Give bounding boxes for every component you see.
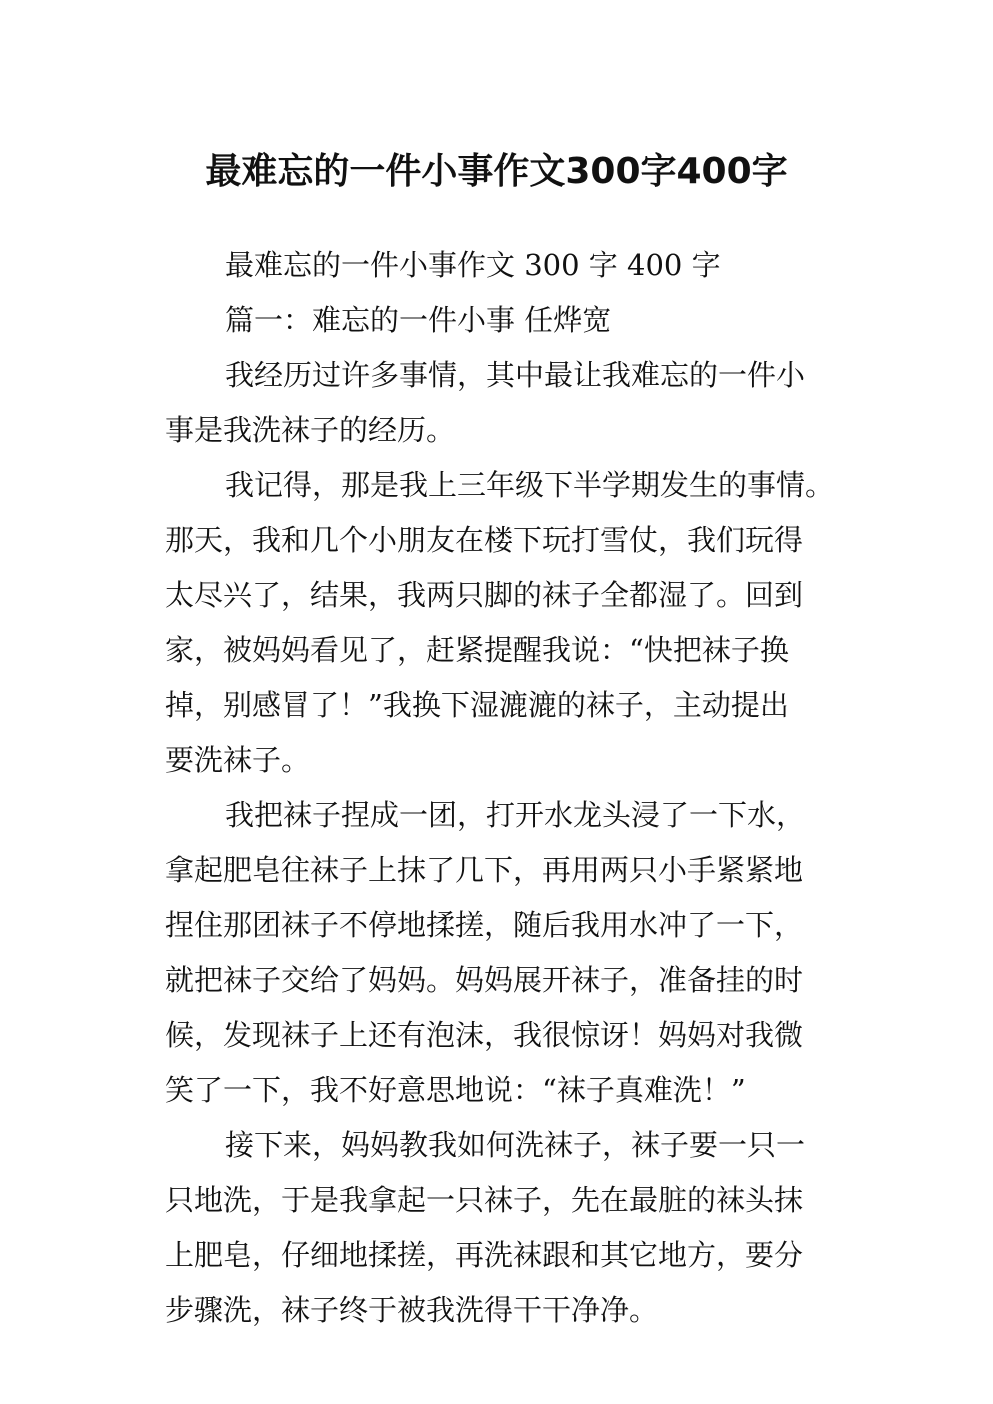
body-line: 只地洗，于是我拿起一只袜子，先在最脏的袜头抹 (165, 1183, 804, 1217)
body-line: 太尽兴了，结果，我两只脚的袜子全都湿了。回到 (165, 578, 804, 612)
body-line: 上肥皂，仔细地揉搓，再洗袜跟和其它地方，要分 (165, 1238, 804, 1272)
body-line: 捏住那团袜子不停地揉搓，随后我用水冲了一下， (165, 908, 804, 942)
body-line: 拿起肥皂往袜子上抹了几下，再用两只小手紧紧地 (165, 853, 804, 887)
body-line: 笑了一下，我不好意思地说：“袜子真难洗！” (165, 1073, 746, 1107)
body-line: 我把袜子捏成一团，打开水龙头浸了一下水， (225, 798, 806, 832)
body-line-subtitle: 最难忘的一件小事作文 300 字 400 字 (225, 248, 721, 282)
body-line: 家，被妈妈看见了，赶紧提醒我说：“快把袜子换 (165, 633, 789, 667)
body-line-section-heading: 篇一：难忘的一件小事 任烨宽 (225, 303, 612, 337)
body-line: 就把袜子交给了妈妈。妈妈展开袜子，准备挂的时 (165, 963, 804, 997)
body-line: 要洗袜子。 (165, 743, 311, 777)
document-body (165, 238, 845, 1338)
body-line: 候，发现袜子上还有泡沫，我很惊讶！妈妈对我微 (165, 1018, 804, 1052)
body-line: 那天，我和几个小朋友在楼下玩打雪仗，我们玩得 (165, 523, 804, 557)
body-line: 我记得，那是我上三年级下半学期发生的事情。 (225, 468, 835, 502)
body-line: 事是我洗袜子的经历。 (165, 413, 456, 447)
body-line: 接下来，妈妈教我如何洗袜子，袜子要一只一 (225, 1128, 806, 1162)
body-line: 掉，别感冒了！”我换下湿漉漉的袜子，主动提出 (165, 688, 789, 722)
body-line: 我经历过许多事情，其中最让我难忘的一件小 (225, 358, 806, 392)
body-line: 步骤洗，袜子终于被我洗得干干净净。 (165, 1293, 659, 1327)
page-title: 最难忘的一件小事作文300字400字 (205, 151, 788, 193)
